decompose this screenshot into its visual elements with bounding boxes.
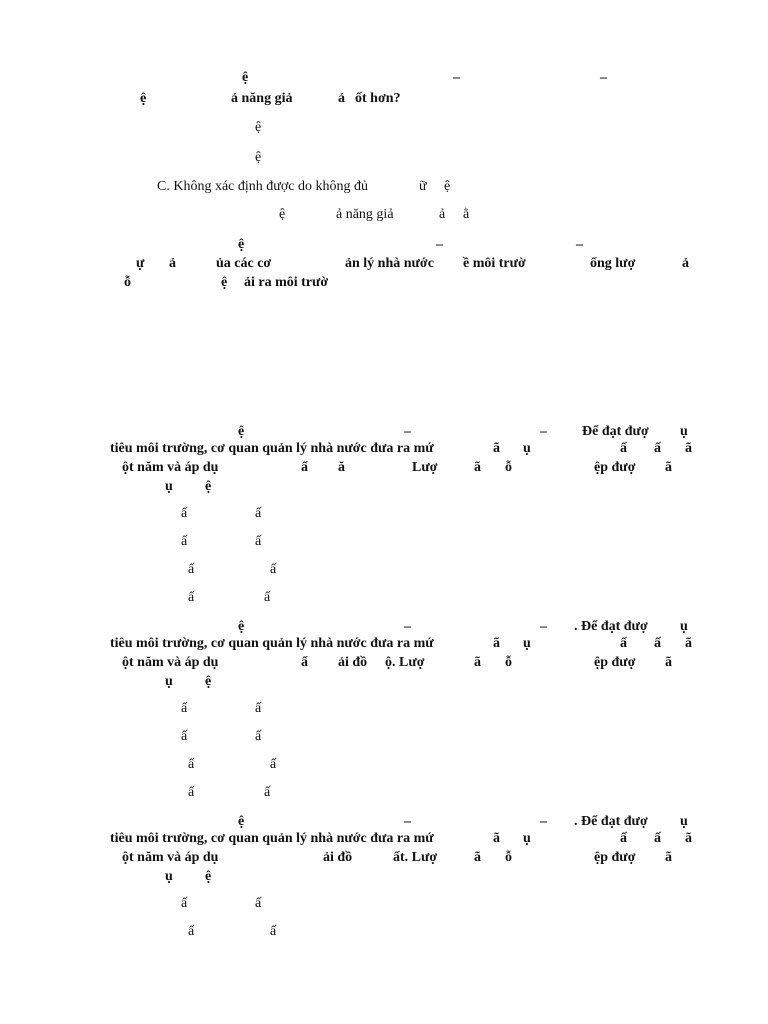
q5-stem-frag: ã bbox=[493, 831, 500, 846]
q2-stem-frag: ỗ bbox=[124, 275, 131, 290]
q4-stem-frag: tiêu môi trường, cơ quan quản lý nhà nước đưa ra mứ bbox=[110, 636, 434, 651]
q5-stem-frag: ã bbox=[665, 850, 672, 865]
q2-stem-frag: ệ bbox=[221, 275, 228, 290]
q4-stem-frag: ệp đượ bbox=[594, 655, 636, 670]
q1-stem-frag: ốt hơn? bbox=[355, 91, 401, 106]
q2-stem-frag: ệ bbox=[238, 237, 245, 252]
q5-stem-frag: ã bbox=[474, 850, 481, 865]
q4-stem-frag: ộ. Lượ bbox=[385, 655, 425, 670]
q5-stem-frag: ụ bbox=[680, 814, 688, 829]
q1-option-c: C. Không xác định được do không đủ bbox=[157, 179, 368, 194]
q1-option-d: ệ bbox=[279, 207, 286, 222]
q5-stem-frag: ã bbox=[685, 831, 692, 846]
q3-stem-frag: ụ bbox=[523, 441, 531, 456]
q3-stem-frag: ã bbox=[474, 460, 481, 475]
q4-option-c-frag: ấ bbox=[188, 757, 195, 772]
q5-stem-dash: – bbox=[540, 814, 547, 829]
q4-stem-frag: ột năm và áp dụ bbox=[122, 655, 219, 670]
q2-stem-frag: ề môi trườ bbox=[463, 256, 526, 271]
q3-stem-frag: ã bbox=[685, 441, 692, 456]
q3-stem-frag: ẩ bbox=[301, 460, 308, 475]
q1-stem-frag: ả năng giả bbox=[231, 91, 293, 106]
q4-option-a-frag: ấ bbox=[181, 701, 188, 716]
q3-stem-dash: – bbox=[540, 424, 547, 439]
q4-stem-frag: . Để đạt đượ bbox=[574, 619, 648, 634]
q5-stem-frag: ột năm và áp dụ bbox=[122, 850, 219, 865]
q3-stem-frag: ụ bbox=[165, 479, 173, 494]
q1-option-b: ệ bbox=[255, 150, 262, 165]
q3-option-b-frag: ấ bbox=[255, 534, 262, 549]
q1-option-c-frag: ệ bbox=[444, 179, 451, 194]
q5-option-b-frag: ấ bbox=[270, 924, 277, 939]
q5-option-b-frag: ấ bbox=[188, 924, 195, 939]
q3-stem-dash: – bbox=[404, 424, 411, 439]
q3-stem-frag: ã bbox=[493, 441, 500, 456]
q3-stem-frag: ă bbox=[338, 460, 345, 475]
q3-stem-frag: ệ bbox=[238, 424, 245, 439]
q4-stem-frag: ụ bbox=[165, 674, 173, 689]
q5-stem-frag: ấ bbox=[620, 831, 627, 846]
q5-stem-frag: ụ bbox=[523, 831, 531, 846]
q5-stem-dash: – bbox=[404, 814, 411, 829]
q2-stem-frag: ản lý nhà nước bbox=[345, 256, 434, 271]
q4-stem-frag: ệ bbox=[238, 619, 245, 634]
q4-stem-frag: ỗ bbox=[505, 655, 512, 670]
q4-stem-dash: – bbox=[540, 619, 547, 634]
q5-stem-frag: ệ bbox=[238, 814, 245, 829]
q3-stem-frag: tiêu môi trường, cơ quan quản lý nhà nước đưa ra mứ bbox=[110, 441, 434, 456]
q1-stem-dash: – bbox=[453, 70, 460, 85]
q5-stem-frag: ỗ bbox=[505, 850, 512, 865]
q4-stem-frag: ã bbox=[685, 636, 692, 651]
q1-stem-frag: ệ bbox=[140, 91, 147, 106]
q4-stem-frag: ã bbox=[474, 655, 481, 670]
q4-stem-frag: ã bbox=[665, 655, 672, 670]
q5-stem-frag: ải đồ bbox=[323, 850, 353, 865]
q5-stem-frag: ấ bbox=[654, 831, 661, 846]
q3-stem-frag: Lượ bbox=[412, 460, 438, 475]
q3-stem-frag: ấ bbox=[654, 441, 661, 456]
q1-option-d-frag: ằ bbox=[463, 207, 470, 222]
q3-stem-frag: ụ bbox=[680, 424, 688, 439]
q4-stem-frag: ụ bbox=[680, 619, 688, 634]
q2-stem-frag: ự bbox=[136, 256, 145, 271]
q4-stem-frag: ải đồ bbox=[338, 655, 368, 670]
q2-stem-dash: – bbox=[576, 237, 583, 252]
q4-option-c-frag: ấ bbox=[270, 757, 277, 772]
q1-option-d-frag: ả bbox=[439, 207, 446, 222]
q1-stem-frag: ả bbox=[338, 91, 345, 106]
q3-stem-frag: ệp đượ bbox=[594, 460, 636, 475]
q5-stem-frag: ệ bbox=[205, 869, 212, 884]
q4-option-b-frag: ấ bbox=[181, 729, 188, 744]
q3-stem-frag: ột năm và áp dụ bbox=[122, 460, 219, 475]
q5-option-a-frag: ấ bbox=[181, 896, 188, 911]
q5-stem-frag: tiêu môi trường, cơ quan quản lý nhà nước đưa ra mứ bbox=[110, 831, 434, 846]
q4-stem-frag: ã bbox=[493, 636, 500, 651]
q3-option-d-frag: ấ bbox=[264, 590, 271, 605]
q4-stem-frag: ụ bbox=[523, 636, 531, 651]
q2-stem-frag: ả bbox=[682, 256, 689, 271]
q4-stem-frag: ẩ bbox=[301, 655, 308, 670]
q4-stem-frag: ấ bbox=[620, 636, 627, 651]
q3-option-b-frag: ấ bbox=[181, 534, 188, 549]
q4-stem-dash: – bbox=[404, 619, 411, 634]
q4-stem-frag: ấ bbox=[654, 636, 661, 651]
q4-option-d-frag: ấ bbox=[188, 785, 195, 800]
q1-stem-frag: ệ bbox=[242, 70, 249, 85]
q5-stem-frag: ất. Lượ bbox=[393, 850, 438, 865]
q2-stem-dash: – bbox=[436, 237, 443, 252]
q5-stem-frag: ệp đượ bbox=[594, 850, 636, 865]
q1-option-a: ệ bbox=[255, 120, 262, 135]
q3-option-a-frag: ấ bbox=[255, 506, 262, 521]
q2-stem-frag: ả bbox=[169, 256, 176, 271]
q5-option-a-frag: ấ bbox=[255, 896, 262, 911]
q4-option-b-frag: ấ bbox=[255, 729, 262, 744]
q3-stem-frag: ã bbox=[665, 460, 672, 475]
q4-option-a-frag: ấ bbox=[255, 701, 262, 716]
q5-stem-frag: . Để đạt đượ bbox=[574, 814, 648, 829]
q5-stem-frag: ụ bbox=[165, 869, 173, 884]
q2-stem-frag: ủa các cơ bbox=[216, 256, 272, 271]
q3-option-d-frag: ấ bbox=[188, 590, 195, 605]
q1-option-d-frag: ả năng giả bbox=[336, 207, 394, 222]
q1-option-c-frag: ữ bbox=[419, 179, 427, 194]
q2-stem-frag: ổng lượ bbox=[590, 256, 636, 271]
q2-stem-frag: ải ra môi trườ bbox=[244, 275, 329, 290]
q4-stem-frag: ệ bbox=[205, 674, 212, 689]
q3-stem-frag: ỗ bbox=[505, 460, 512, 475]
q3-option-c-frag: ấ bbox=[188, 562, 195, 577]
q3-stem-frag: ệ bbox=[205, 479, 212, 494]
q3-stem-frag: ấ bbox=[620, 441, 627, 456]
q3-stem-frag: Để đạt đượ bbox=[582, 424, 649, 439]
q1-stem-dash: – bbox=[600, 70, 607, 85]
q3-option-a-frag: ấ bbox=[181, 506, 188, 521]
q3-option-c-frag: ấ bbox=[270, 562, 277, 577]
q4-option-d-frag: ấ bbox=[264, 785, 271, 800]
